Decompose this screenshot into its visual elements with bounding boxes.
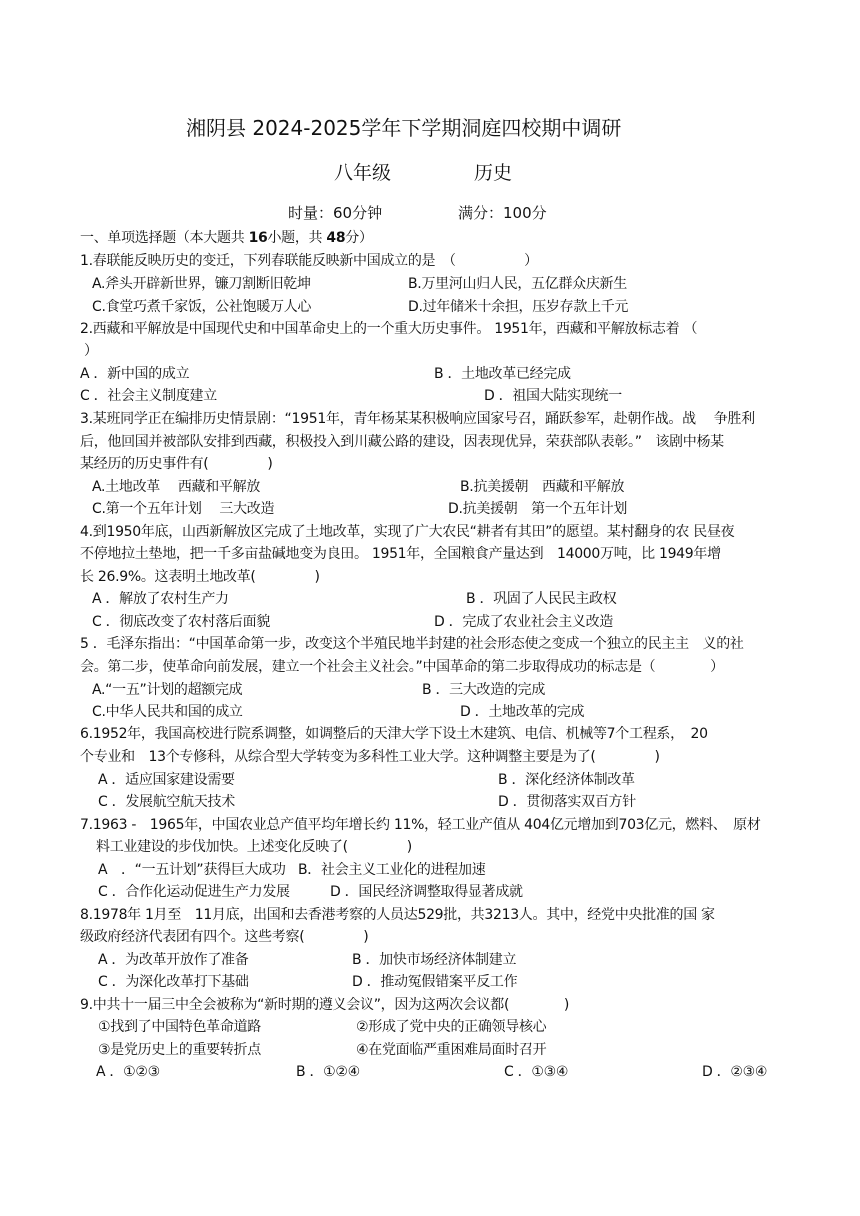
q6-option-d: D ．贯彻落实双百方针 <box>498 794 636 810</box>
q3-stem-line3: 某经历的历史事件有( ) <box>80 456 273 472</box>
q7-stem-line1: 7.1963 - 1965年，中国农业总产值平均年增长约 11%，轻工业产值从 404亿元增加到703亿元，燃料、 原材 <box>80 817 761 833</box>
q4-stem-line2: 不停地拉土垫地，把一千多亩盐碱地变为良田。 1951年，全国粮食产量达到 14000万吨，比 1949年增 <box>80 546 721 562</box>
q4-option-d: D ．完成了农业社会主义改造 <box>434 614 614 630</box>
q9-option-b: B ．①②④ <box>296 1064 360 1080</box>
q8-option-c: C ．为深化改革打下基础 <box>98 974 249 990</box>
score-label: 满分：100分 <box>458 204 547 222</box>
q1-option-d: D.过年储米十余担，压岁存款上千元 <box>408 299 629 315</box>
q9-option-c: C ．①③④ <box>504 1064 569 1080</box>
section-heading <box>80 228 373 248</box>
q4-option-c: C ．彻底改变了农村落后面貌 <box>92 614 271 630</box>
q7-option-c: C ．合作化运动促进生产力发展 <box>98 884 290 900</box>
q6-option-a: A ．适应国家建设需要 <box>98 772 235 788</box>
q5-option-b: B ．三大改造的完成 <box>422 682 546 698</box>
q7-stem-line2: 料工业建设的步伐加快。上述变化反映了( ) <box>96 839 412 855</box>
question-count: 16 <box>248 230 268 246</box>
q3-option-a: A.土地改革 西藏和平解放 <box>92 479 261 495</box>
q3-stem-line2: 后，他回国并被部队安排到西藏，积极投入到川藏公路的建设，因表现优异，荣获部队表彰。” 该剧中杨某 <box>80 434 724 450</box>
q5-option-c: C.中华人民共和国的成立 <box>92 704 243 720</box>
time-label: 时量：60分钟 <box>288 204 383 222</box>
q3-option-d: D.抗美援朝 第一个五年计划 <box>448 501 628 517</box>
q4-stem-line1: 4.到1950年底，山西新解放区完成了土地改革，实现了广大农民“耕者有其田”的愿望。某村翻身的农 民昼夜 <box>80 524 735 540</box>
q2-option-a: A ．新中国的成立 <box>80 366 190 382</box>
total-points: 48 <box>326 230 346 246</box>
q9-stem: 9.中共十一届三中全会被称为“新时期的遵义会议”，因为这两次会议都( ) <box>80 997 570 1013</box>
q6-stem-line1: 6.1952年，我国高校进行院系调整，如调整后的天津大学下设土木建筑、电信、机械等7个工程系， 20 <box>80 726 708 742</box>
grade-label: 八年级 <box>334 162 392 184</box>
q5-stem-line1: 5 ．毛泽东指出：“中国革命第一步，改变这个半殖民地半封建的社会形态使之变成一个独立的民主主 义的社 <box>80 636 744 652</box>
q8-option-b: B ．加快市场经济体制建立 <box>352 952 517 968</box>
section-prefix: 一、单项选择题（本大题共 <box>80 230 249 246</box>
q2-option-d: D ．祖国大陆实现统一 <box>484 388 622 404</box>
q5-option-a: A.“一五”计划的超额完成 <box>92 682 243 698</box>
q1-option-c: C.食堂巧煮千家饭，公社饱暖万人心 <box>92 299 312 315</box>
q2-stem-line2: ） <box>84 343 98 359</box>
q6-option-b: B ．深化经济体制改革 <box>498 772 635 788</box>
exam-title: 湘阴县 2024-2025学年下学期洞庭四校期中调研 <box>186 116 622 140</box>
q4-stem-line3: 长 26.9%。这表明土地改革( ) <box>80 569 320 585</box>
q3-option-c: C.第一个五年计划 三大改造 <box>92 501 275 517</box>
q9-statement-3: ③是党历史上的重要转折点 <box>98 1042 261 1058</box>
q8-option-d: D ．推动冤假错案平反工作 <box>352 974 518 990</box>
q9-statement-4: ④在党面临严重困难局面时召开 <box>356 1042 547 1058</box>
q2-option-c: C ．社会主义制度建立 <box>80 388 217 404</box>
q1-stem: 1.春联能反映历史的变迁，下列春联能反映新中国成立的是 （ ） <box>80 253 538 269</box>
q2-option-b: B ．土地改革已经完成 <box>434 366 571 382</box>
q9-option-d: D ．②③④ <box>702 1064 768 1080</box>
q5-stem-line2: 会。第二步，使革命向前发展，建立一个社会主义社会。”中国革命的第二步取得成功的标志是（ ） <box>80 659 724 675</box>
q4-option-b: B ．巩固了人民民主政权 <box>466 591 617 607</box>
q7-option-b: B．社会主义工业化的进程加速 <box>298 862 486 878</box>
q8-option-a: A ．为改革开放作了准备 <box>98 952 249 968</box>
q8-stem-line2: 级政府经济代表团有四个。这些考察( ) <box>80 929 369 945</box>
section-mid: 小题，共 <box>267 230 327 246</box>
q9-option-a: A ．①②③ <box>96 1064 160 1080</box>
section-suffix: 分） <box>345 230 373 246</box>
q3-stem-line1: 3.某班同学正在编排历史情景剧：“1951年，青年杨某某积极响应国家号召，踊跃参军，赴朝作战。战 争胜利 <box>80 411 755 427</box>
q7-option-d: D ．国民经济调整取得显著成就 <box>330 884 523 900</box>
q1-option-a: A.斧头开辟新世界，镰刀割断旧乾坤 <box>92 276 311 292</box>
q6-stem-line2: 个专业和 13个专修科，从综合型大学转变为多科性工业大学。这种调整主要是为了( ) <box>80 749 660 765</box>
q7-option-a: A ．“一五计划”获得巨大成功 <box>98 862 286 878</box>
subject-label: 历史 <box>474 162 513 184</box>
q9-statement-1: ①找到了中国特色革命道路 <box>98 1019 261 1035</box>
q4-option-a: A ．解放了农村生产力 <box>92 591 229 607</box>
q1-option-b: B.万里河山归人民，五亿群众庆新生 <box>408 276 627 292</box>
q8-stem-line1: 8.1978年 1月至 11月底，出国和去香港考察的人员达529批，共3213人。其中，经党中央批准的国 家 <box>80 907 715 923</box>
q9-statement-2: ②形成了党中央的正确领导核心 <box>356 1019 547 1035</box>
q6-option-c: C ．发展航空航天技术 <box>98 794 235 810</box>
q3-option-b: B.抗美援朝 西藏和平解放 <box>460 479 625 495</box>
q5-option-d: D ．土地改革的完成 <box>460 704 585 720</box>
q2-stem-line1: 2.西藏和平解放是中国现代史和中国革命史上的一个重大历史事件。 1951年，西藏和平解放标志着 （ <box>80 321 698 337</box>
